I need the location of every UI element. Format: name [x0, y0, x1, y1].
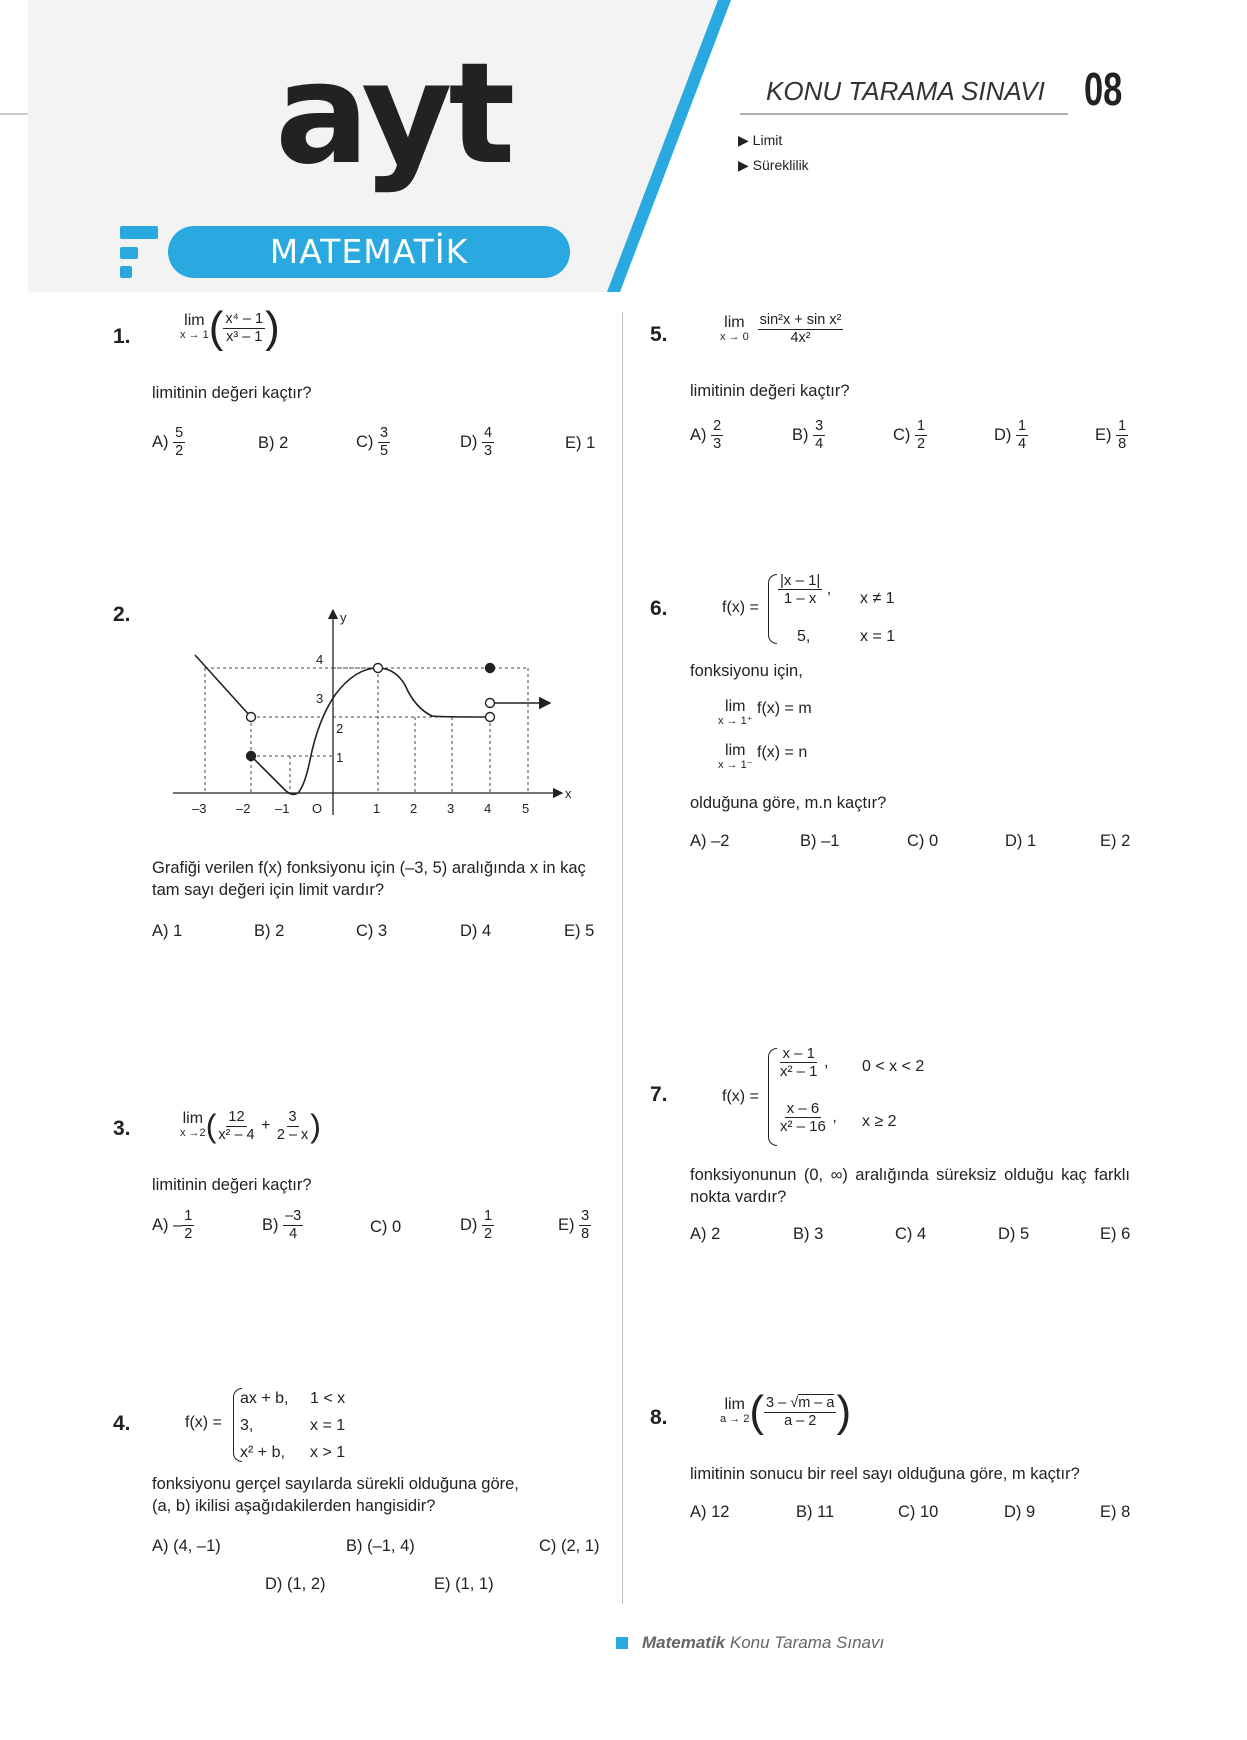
option-d[interactable]: D) $\frac{1}{2}$ — [460, 1208, 493, 1242]
option-b[interactable]: B) 11 — [796, 1503, 835, 1521]
subject-title: MATEMATİK — [269, 232, 469, 271]
option-d[interactable]: D) $\frac{1}{4}$ — [994, 418, 1027, 452]
option-a[interactable]: A) 1 — [152, 922, 183, 940]
option-b[interactable]: B) $\frac{-3}{4}$ — [262, 1208, 302, 1242]
exam-number: 08 — [1084, 63, 1123, 115]
topic-item: ▶ Limit — [738, 132, 783, 148]
q4-text-line2: (a, b) ikilisi aşağıdakilerden hangisidir? — [152, 1497, 436, 1515]
question-number: 4. — [113, 1412, 131, 1435]
q5-expression: lim x → 0 $\frac{\text{sin²x + sin x²}}{\text{4x²}}$ — [720, 312, 842, 346]
q6-case1-condition: x ≠ 1 — [860, 590, 895, 607]
brace — [768, 574, 777, 644]
option-b[interactable]: B) $\frac{3}{4}$ — [792, 418, 824, 452]
q4-cases: ax + b, 1 < x 3, x = 1 x² + b, x > 1 — [240, 1390, 346, 1461]
option-b[interactable]: B) (–1, 4) — [346, 1537, 415, 1555]
column-divider — [622, 312, 623, 1604]
q2-text: Grafiği verilen f(x) fonksiyonu için (–3, 5) aralığında x in kaç tam sayı değeri için limit vardır? — [152, 859, 586, 899]
option-a[interactable]: A) 2 — [690, 1225, 721, 1243]
q7-fx: f(x) = — [722, 1088, 759, 1105]
q8-text: limitinin sonucu bir reel sayı olduğuna göre, m kaçtır? — [690, 1465, 1080, 1483]
x-tick-label: –1 — [275, 801, 290, 816]
q7-case1-condition: 0 < x < 2 — [862, 1058, 925, 1075]
footer-text: Matematik Konu Tarama Sınavı — [642, 1633, 885, 1652]
option-b[interactable]: B) 3 — [793, 1225, 824, 1243]
option-d[interactable]: D) 1 — [1005, 832, 1037, 850]
q1-text: limitinin değeri kaçtır? — [152, 384, 312, 402]
square-root-icon: √ — [790, 1394, 799, 1411]
option-b[interactable]: B) 2 — [254, 922, 285, 940]
option-a[interactable]: A) $\frac{2}{3}$ — [690, 418, 722, 452]
x-tick-label: 3 — [447, 801, 455, 816]
option-a[interactable]: A) $\frac{5}{2}$ — [152, 425, 184, 459]
question-number: 7. — [650, 1083, 668, 1106]
option-c[interactable]: C) (2, 1) — [539, 1537, 600, 1555]
question-number: 5. — [650, 323, 668, 346]
q5-text: limitinin değeri kaçtır? — [690, 382, 850, 400]
x-tick-label: 4 — [484, 801, 492, 816]
q6-text: fonksiyonu için, — [690, 662, 803, 680]
q7-case2: $\frac{x - 6}{\text{x² – 16}}$ , — [780, 1100, 837, 1135]
option-c[interactable]: C) 4 — [895, 1225, 927, 1243]
option-d[interactable]: D) 5 — [998, 1225, 1030, 1243]
brand-logo: ayt — [275, 33, 512, 196]
question-number: 1. — [113, 325, 131, 348]
option-c[interactable]: C) 10 — [898, 1503, 939, 1521]
topic-item: ▶ Süreklilik — [738, 157, 809, 173]
question-number: 8. — [650, 1406, 668, 1429]
option-c[interactable]: C) 0 — [907, 832, 939, 850]
q2-graph — [170, 600, 580, 825]
q6-fx: f(x) = — [722, 599, 759, 616]
q3-text: limitinin değeri kaçtır? — [152, 1176, 312, 1194]
option-a[interactable]: A) – $\frac{1}{2}$ — [152, 1208, 193, 1242]
x-tick-label: –3 — [192, 801, 207, 816]
option-c[interactable]: C) $\frac{1}{2}$ — [893, 418, 926, 452]
topic-list — [738, 128, 809, 178]
option-e[interactable]: E) $\frac{3}{8}$ — [558, 1208, 590, 1242]
q6-right-limit: lim x → 1⁺ f(x) = m — [718, 698, 812, 727]
option-c[interactable]: C) 3 — [356, 922, 388, 940]
question-number: 6. — [650, 597, 668, 620]
option-d[interactable]: D) (1, 2) — [265, 1575, 326, 1593]
x-tick-label: –2 — [236, 801, 251, 816]
question-number: 2. — [113, 603, 131, 626]
option-a[interactable]: A) –2 — [690, 832, 730, 850]
q7-case2-condition: x ≥ 2 — [862, 1113, 897, 1130]
option-e[interactable]: E) 2 — [1100, 832, 1131, 850]
q6-text2: olduğuna göre, m.n kaçtır? — [690, 794, 887, 812]
option-d[interactable]: D) 9 — [1004, 1503, 1036, 1521]
option-a[interactable]: A) (4, –1) — [152, 1537, 221, 1555]
y-tick-label: 1 — [336, 750, 344, 765]
q8-expression: lim a → 2 ( $\frac{3 - √m - a}{a - 2}$ ) — [720, 1387, 852, 1436]
q3-expression: lim x →2 ( $\frac{12}{\text{x² – 4}}$ + $\frac{3}{2 - x}$ ) — [180, 1108, 321, 1144]
brace — [768, 1048, 777, 1146]
q4-fx: f(x) = — [185, 1414, 222, 1431]
option-e[interactable]: E) 8 — [1100, 1503, 1131, 1521]
x-tick-label: 5 — [522, 801, 530, 816]
option-c[interactable]: C) $\frac{3}{5}$ — [356, 425, 389, 459]
q6-case1: $\frac{|x - 1|}{1 - x}$ , — [780, 572, 832, 607]
option-d[interactable]: D) $\frac{4}{3}$ — [460, 425, 493, 459]
q6-case2: 5, — [797, 628, 811, 645]
x-tick-label: 2 — [410, 801, 418, 816]
triangle-bullet-icon: ▶ — [738, 132, 749, 148]
option-e[interactable]: E) $\frac{1}{8}$ — [1095, 418, 1127, 452]
q6-case2-condition: x = 1 — [860, 628, 896, 645]
option-c[interactable]: C) 0 — [370, 1218, 402, 1236]
q7-case1: $\frac{x - 1}{\text{x² – 1}}$ , — [780, 1045, 829, 1080]
exam-title: KONU TARAMA SINAVI — [766, 76, 1045, 106]
q1-expression: lim x → 1 ( $\frac{\text{x⁴ – 1}}{\text{x³ – 1}}$ ) — [180, 303, 280, 352]
option-b[interactable]: B) –1 — [800, 832, 840, 850]
q7-text: fonksiyonunun (0, ∞) aralığında süreksiz olduğu kaç farklı nokta vardır? — [690, 1166, 1130, 1206]
footer-square-icon — [616, 1637, 628, 1649]
y-tick-label: 4 — [316, 652, 324, 667]
question-number: 3. — [113, 1117, 131, 1140]
triangle-bullet-icon: ▶ — [738, 157, 749, 173]
y-tick-label: 3 — [316, 691, 324, 706]
x-tick-label: 1 — [373, 801, 381, 816]
option-e[interactable]: E) (1, 1) — [434, 1575, 494, 1593]
x-axis-label: x — [565, 786, 572, 801]
option-e[interactable]: E) 1 — [565, 434, 596, 452]
y-tick-label: 2 — [336, 721, 344, 736]
option-b[interactable]: B) 2 — [258, 434, 289, 452]
option-e[interactable]: E) 6 — [1100, 1225, 1131, 1243]
q4-text-line1: fonksiyonu gerçel sayılarda sürekli olduğuna göre, — [152, 1475, 519, 1493]
x-tick-label: O — [312, 801, 323, 816]
option-a[interactable]: A) 12 — [690, 1503, 730, 1521]
q6-left-limit: lim x → 1⁻ f(x) = n — [718, 742, 808, 771]
option-d[interactable]: D) 4 — [460, 922, 492, 940]
option-e[interactable]: E) 5 — [564, 922, 595, 940]
y-axis-label: y — [340, 610, 347, 625]
